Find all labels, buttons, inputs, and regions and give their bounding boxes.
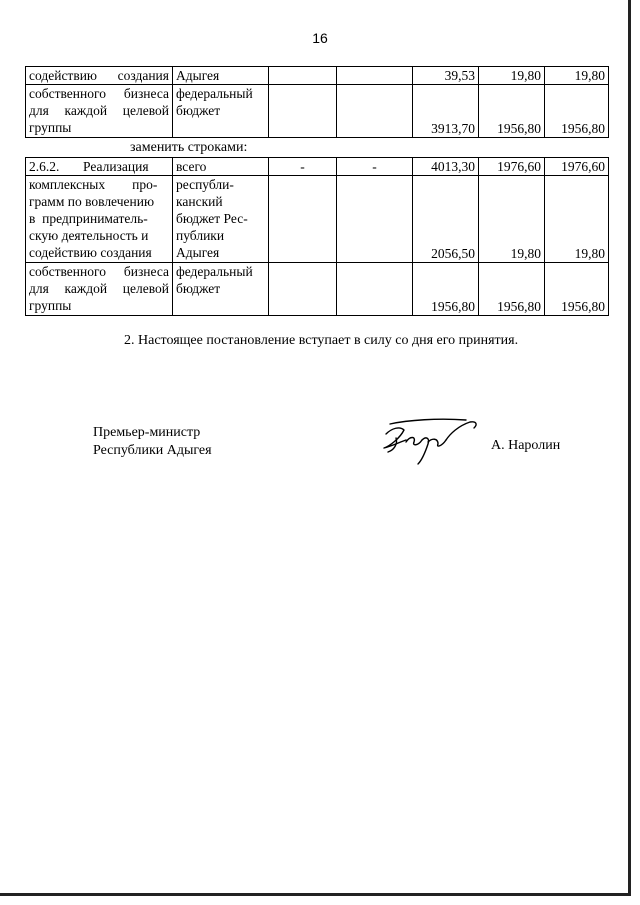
source-line: Адыгея [176, 245, 220, 260]
row-year1: 1976,60 [479, 158, 545, 176]
description-line: в предприниматель- [29, 211, 148, 226]
handwritten-signature [378, 416, 480, 466]
source-line: республи- [176, 177, 234, 192]
row-col3: - [269, 158, 337, 176]
row-description [26, 176, 173, 263]
row-funding-source: всего [173, 158, 269, 176]
row-year1: 1956,80 [479, 85, 545, 138]
row-description [26, 85, 173, 138]
row-description: 2.6.2. Реализация [26, 158, 173, 176]
row-year1: 1956,80 [479, 263, 545, 316]
description-line: собственного бизнеса [29, 86, 169, 101]
row-total: 39,53 [413, 67, 479, 85]
row-funding-source [173, 85, 269, 138]
description-line: скую деятельность и [29, 228, 149, 243]
row-year2: 19,80 [545, 176, 609, 263]
row-col3 [269, 263, 337, 316]
row-col3 [269, 85, 337, 138]
table-row [26, 67, 609, 85]
page-number: 16 [312, 30, 328, 46]
signatory-title-line: Республики Адыгея [93, 443, 212, 458]
description-line: группы [29, 120, 72, 135]
closing-paragraph: 2. Настоящее постановление вступает в силу со дня его принятия. [124, 333, 519, 348]
row-col3 [269, 176, 337, 263]
row-total: 2056,50 [413, 176, 479, 263]
row-funding-source: Адыгея [173, 67, 269, 85]
description-line: собственного бизнеса [29, 264, 169, 279]
description-line: содействию создания [29, 245, 152, 260]
signatory-name: А. Наролин [491, 438, 561, 453]
table-row [26, 176, 609, 263]
description-line: группы [29, 298, 72, 313]
description-line: грамм по вовлечению [29, 194, 155, 209]
row-year1: 19,80 [479, 67, 545, 85]
row-description: содействию создания [26, 67, 173, 85]
source-line: федеральный [176, 86, 253, 101]
row-year2: 1956,80 [545, 85, 609, 138]
source-line: федеральный [176, 264, 253, 279]
row-year2: 19,80 [545, 67, 609, 85]
row-year2: 1976,60 [545, 158, 609, 176]
table-row [26, 85, 609, 138]
row-description [26, 263, 173, 316]
source-line: публики [176, 228, 225, 243]
description-line: для каждой целевой [29, 281, 169, 296]
row-year1: 19,80 [479, 176, 545, 263]
description-line: комплексных про- [29, 177, 158, 192]
signatory-title [93, 424, 212, 460]
row-col3 [269, 67, 337, 85]
row-col4 [337, 85, 413, 138]
source-line: бюджет [176, 281, 221, 296]
replace-caption: заменить строками: [130, 140, 248, 155]
row-year2: 1956,80 [545, 263, 609, 316]
source-line: бюджет [176, 103, 221, 118]
row-funding-source [173, 263, 269, 316]
budget-table-top [25, 66, 609, 138]
description-line: для каждой целевой [29, 103, 169, 118]
budget-table-bottom [25, 157, 609, 316]
table-row [26, 263, 609, 316]
signatory-title-line: Премьер-министр [93, 425, 201, 440]
row-total: 1956,80 [413, 263, 479, 316]
row-total: 4013,30 [413, 158, 479, 176]
row-funding-source [173, 176, 269, 263]
source-line: канский [176, 194, 223, 209]
row-col4 [337, 67, 413, 85]
source-line: бюджет Рес- [176, 211, 248, 226]
row-col4: - [337, 158, 413, 176]
row-total: 3913,70 [413, 85, 479, 138]
row-col4 [337, 176, 413, 263]
table-row [26, 158, 609, 176]
row-col4 [337, 263, 413, 316]
